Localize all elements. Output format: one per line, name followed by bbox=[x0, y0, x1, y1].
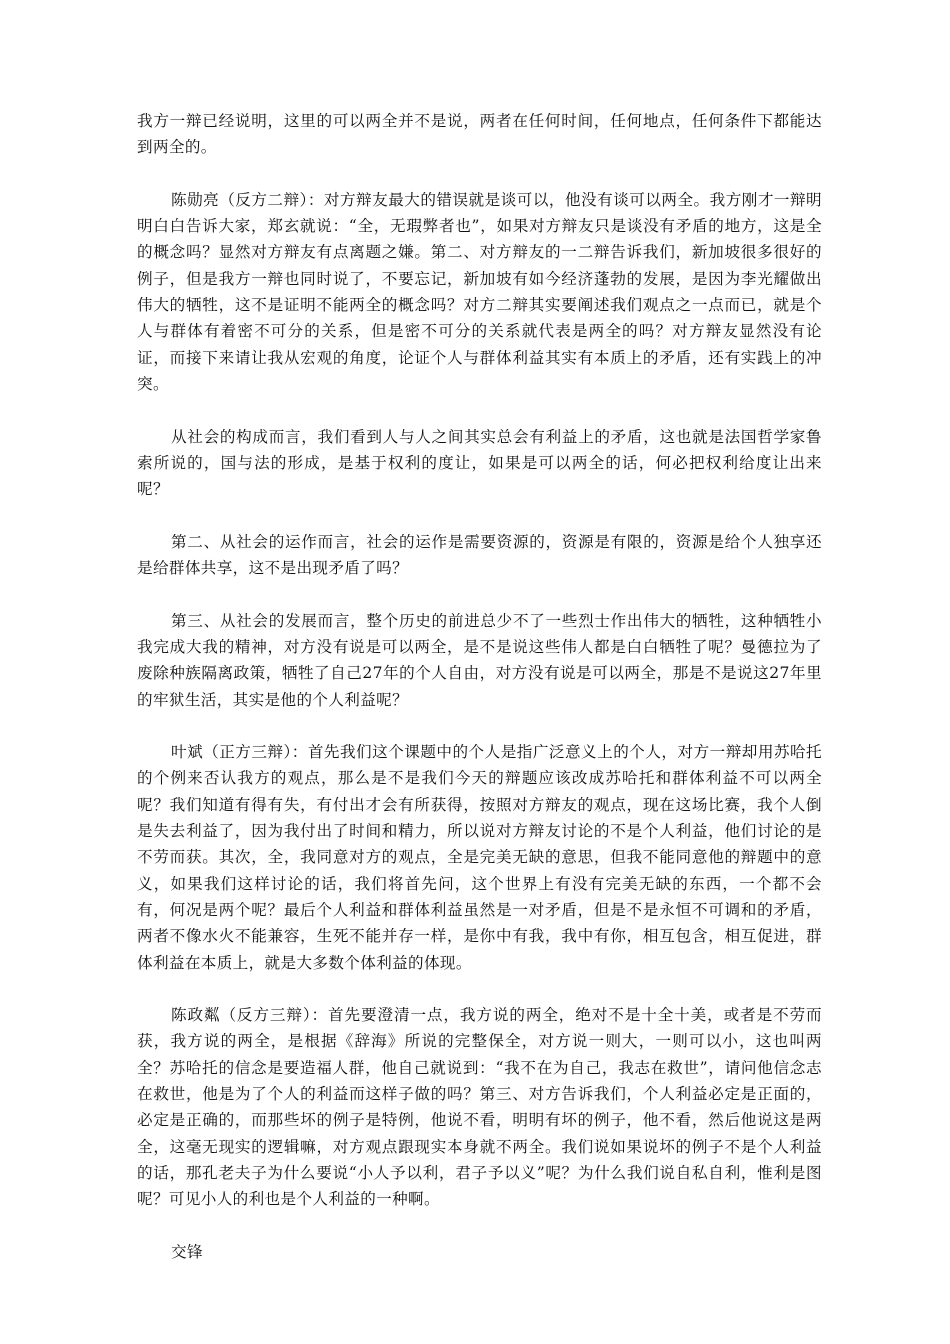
paragraph-speaker-chen-zhenglin: 陈政粼（反方三辩）：首先要澄清一点，我方说的两全，绝对不是十全十美，或者是不劳而获，我方说的两全，是根据《辞海》所说的完整保全，对方说一则大，一则可以小，这也叫两全？苏哈托的信念是要造福人群，他自己就说到：“我不在为自己，我志在救世”，请问他信念志在救世，他是为了个人的利益而这样子做的吗？第三、对方告诉我们，个人利益必定是正面的，必定是正确的，而那些坏的例子是特例，他说不看，明明有坏的例子，他不看，然后他说这是两全，这毫无现实的逻辑嘛，对方观点跟现实本身就不两全。我们说如果说坏的例子不是个人利益的话，那孔老夫子为什么要说“小人予以利，君子予以义”呢？为什么我们说自私自利，惟利是图呢？可见小人的利也是个人利益的一种啊。 bbox=[137, 1006, 822, 1209]
paragraph-intro: 我方一辩已经说明，这里的可以两全并不是说，两者在任何时间，任何地点，任何条件下都能达到两全的。 bbox=[137, 112, 822, 157]
paragraph-social-structure: 从社会的构成而言，我们看到人与人之间其实总会有利益上的矛盾，这也就是法国哲学家鲁索所说的，国与法的形成，是基于权利的度让，如果是可以两全的话，何必把权利给度让出来呢？ bbox=[137, 427, 822, 499]
paragraph-social-operation: 第二、从社会的运作而言，社会的运作是需要资源的，资源是有限的，资源是给个人独享还是给群体共享，这不是出现矛盾了吗？ bbox=[137, 532, 822, 578]
paragraph-speaker-chen-xunliang: 陈勋亮（反方二辩）：对方辩友最大的错误就是谈可以，他没有谈可以两全。我方刚才一辩明明白白告诉大家，郑玄就说：“全，无瑕弊者也”，如果对方辩友只是谈没有矛盾的地方，这是全的概念吗？显然对方辩友有点离题之嫌。第二、对方辩友的一二辩告诉我们，新加坡很多很好的例子，但是我方一辩也同时说了，不要忘记，新加坡有如今经济蓬勃的发展，是因为李光耀做出伟大的牺牲，这不是证明不能两全的概念吗？对方二辩其实要阐述我们观点之一点而已，就是个人与群体有着密不可分的关系，但是密不可分的关系就代表是两全的吗？对方辩友显然没有论证，而接下来请让我从宏观的角度，论证个人与群体利益其实有本质上的矛盾，还有实践上的冲突。 bbox=[137, 190, 822, 393]
section-heading-cross-examination: 交锋 bbox=[171, 1242, 203, 1261]
paragraph-social-development: 第三、从社会的发展而言，整个历史的前进总少不了一些烈士作出伟大的牺牲，这种牺牲小我完成大我的精神，对方没有说是可以两全，是不是说这些伟人都是白白牺牲了呢？曼德拉为了废除种族隔离政策，牺牲了自己27年的个人自由，对方没有说是可以两全，那是不是说这27年里的牢狱生活，其实是他的个人利益呢？ bbox=[137, 611, 822, 709]
paragraph-speaker-ye-bin: 叶斌（正方三辩）：首先我们这个课题中的个人是指广泛意义上的个人，对方一辩却用苏哈托的个例来否认我方的观点，那么是不是我们今天的辩题应该改成苏哈托和群体利益不可以两全呢？我们知道有得有失，有付出才会有所获得，按照对方辩友的观点，现在这场比赛，我个人倒是失去利益了，因为我付出了时间和精力，所以说对方辩友讨论的不是个人利益，他们讨论的是不劳而获。其次，全，我同意对方的观点，全是完美无缺的意思，但我不能同意他的辩题中的意义，如果我们这样讨论的话，我们将首先问，这个世界上有没有完美无缺的东西，一个都不会有，何况是两个呢？最后个人利益和群体利益虽然是一对矛盾，但是不是永恒不可调和的矛盾，两者不像水火不能兼容，生死不能并存一样，是你中有我，我中有你，相互包含，相互促进，群体利益在本质上，就是大多数个体利益的体现。 bbox=[137, 743, 822, 972]
document-page bbox=[137, 108, 822, 1291]
